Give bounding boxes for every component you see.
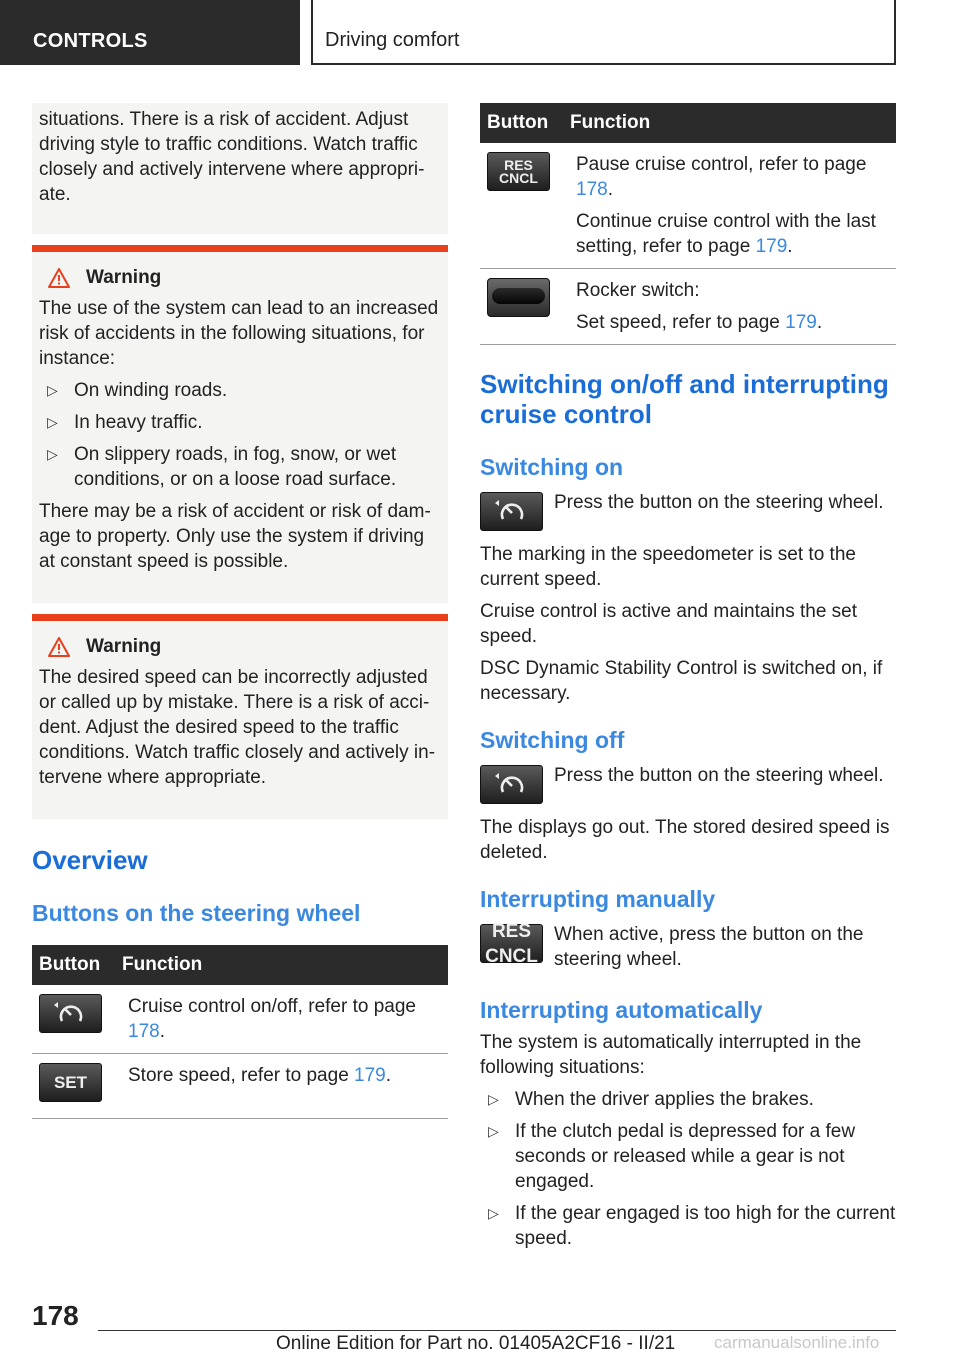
switch-on-text-2: Cruise control is active and maintains the set speed.: [480, 601, 858, 647]
list-item: ▷ In heavy traffic.: [47, 412, 203, 433]
warning-heading: [39, 636, 441, 658]
page-link[interactable]: 179: [755, 236, 788, 257]
automatic-heading: Interrupting automatically: [480, 997, 763, 1023]
header-chapter: Driving comfort: [311, 0, 896, 65]
switch-on-heading: Switching on: [480, 454, 624, 480]
warning-title: Warning: [86, 267, 162, 288]
switch-off-text: The displays go out. The stored desired speed is deleted.: [480, 817, 890, 863]
intro-note-text: situations. There is a risk of accident. Adjust driving style to traffic conditions. Watch traffic closely and actively intervene where appropriate.: [39, 109, 425, 205]
table-header-row: [480, 103, 896, 143]
switching-heading: Switching on/off and interrupting cruise control: [480, 369, 889, 429]
set-button: SET: [39, 1063, 102, 1102]
warning-text: The use of the system can lead to an increased risk of accidents in the following situations, for instance:: [39, 298, 439, 369]
switch-on-text-3: DSC Dynamic Stability Control is switched on, if necessary.: [480, 658, 883, 704]
right-column: [480, 103, 896, 1258]
switch-on-text-1: The marking in the speedometer is set to the current speed.: [480, 544, 856, 590]
page-link[interactable]: 178: [128, 1021, 160, 1042]
res-cncl-button: RES CNCL: [480, 924, 543, 963]
res-cncl-button: RES CNCL: [487, 152, 550, 191]
cruise-control-icon: [492, 498, 532, 526]
warning-triangle-icon: [48, 268, 70, 288]
buttons-table-right: [480, 103, 896, 345]
bullet-icon: ▷: [488, 1123, 499, 1139]
warning-list: [39, 378, 441, 492]
table-row: [480, 143, 896, 269]
col-function-header: Function: [560, 103, 896, 143]
list-item: ▷ On slippery roads, in fog, snow, or wet conditions, or on a loose road surface.: [47, 444, 397, 490]
footer-edition: Online Edition for Part no. 01405A2CF16 - II/21: [276, 1333, 676, 1354]
table-row: [32, 985, 448, 1054]
bullet-icon: ▷: [47, 382, 58, 398]
cruise-control-button: [480, 492, 543, 531]
bullet-icon: ▷: [47, 446, 58, 462]
bullet-icon: ▷: [488, 1205, 499, 1221]
function-cell: Store speed, refer to page 179.: [112, 1054, 448, 1119]
page-link[interactable]: 179: [354, 1065, 386, 1086]
warning-heading: [39, 267, 441, 289]
intro-note-box: [32, 103, 448, 234]
cruise-control-button: [480, 765, 543, 804]
left-column: [32, 103, 448, 1119]
warning-text: The desired speed can be incorrectly adjusted or called up by mistake. There is a risk of accident. Adjust the desired speed to the traffic conditions. Watch traffic closely and actively intervene where appropriate.: [39, 667, 436, 788]
page-link[interactable]: 179: [785, 312, 817, 333]
switch-on-instruction: Press the button on the steering wheel.: [480, 490, 896, 531]
col-button-header: Button: [32, 945, 112, 985]
list-item: ▷ When the driver applies the brakes.: [488, 1089, 814, 1110]
col-button-header: Button: [480, 103, 560, 143]
list-item: ▷ If the clutch pedal is depressed for a few seconds or released while a gear is not engaged.: [488, 1121, 856, 1192]
warning-title: Warning: [86, 636, 162, 657]
bullet-icon: ▷: [488, 1091, 499, 1107]
switch-off-instruction: Press the button on the steering wheel.: [480, 763, 896, 804]
list-item: ▷ On winding roads.: [47, 380, 228, 401]
switch-off-heading: Switching off: [480, 727, 625, 753]
table-row: [32, 1054, 448, 1119]
warning-triangle-icon: [48, 637, 70, 657]
buttons-heading: Buttons on the steering wheel: [32, 900, 361, 926]
cruise-control-icon: [492, 771, 532, 799]
manual-heading: Interrupting manually: [480, 886, 716, 912]
warning-box-1: [32, 245, 448, 603]
table-row: [480, 269, 896, 345]
list-item: ▷ If the gear engaged is too high for the current speed.: [488, 1203, 896, 1249]
page-number: 178: [32, 1300, 79, 1331]
overview-heading: Overview: [32, 845, 148, 875]
page-link[interactable]: 178: [576, 179, 608, 200]
header-section: CONTROLS: [0, 0, 300, 65]
bullet-icon: ▷: [47, 414, 58, 430]
table-header-row: [32, 945, 448, 985]
manual-instruction: RES CNCL When active, press the button on the steering wheel.: [480, 922, 896, 972]
function-cell: Rocker switch: Set speed, refer to page 179.: [560, 269, 896, 345]
col-function-header: Function: [112, 945, 448, 985]
automatic-text: The system is automatically interrupted in the following situations:: [480, 1032, 862, 1078]
automatic-list: [480, 1087, 896, 1251]
function-cell: Pause cruise control, refer to page 178. Continue cruise control with the last setting, refer to page 179.: [560, 143, 896, 269]
cruise-control-icon: [51, 1000, 91, 1028]
warning-after-text: There may be a risk of accident or risk of damage to property. Only use the system if driving at constant speed is possible.: [39, 501, 431, 572]
function-cell: Cruise control on/off, refer to page 178.: [112, 985, 448, 1054]
warning-box-2: [32, 614, 448, 819]
cruise-control-button: [39, 994, 102, 1033]
footer-divider: [98, 1330, 896, 1331]
buttons-table-left: [32, 945, 448, 1119]
watermark: carmanualsonline.info: [714, 1333, 880, 1352]
rocker-switch-icon: [487, 278, 550, 317]
